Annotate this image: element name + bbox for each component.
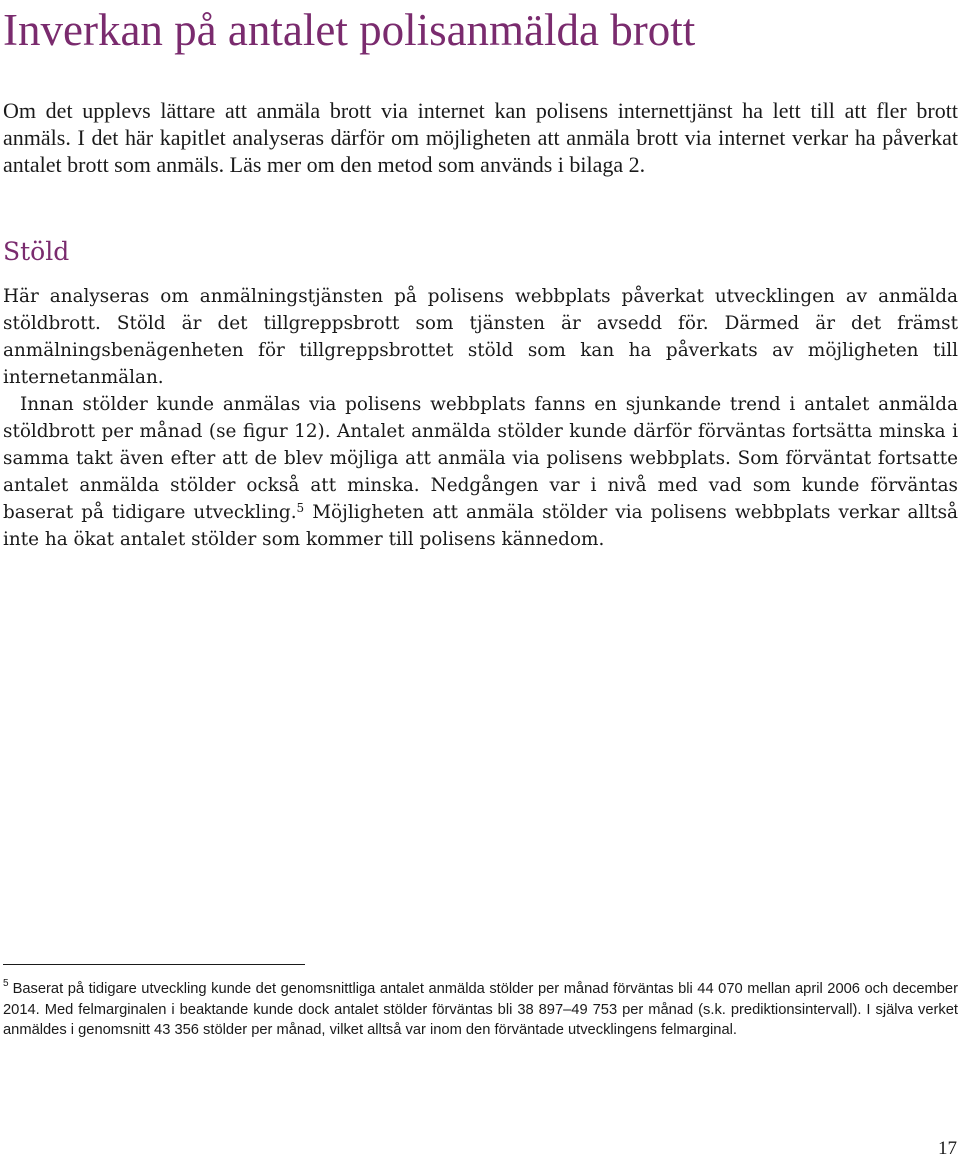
footnote-text: Baserat på tidigare utveckling kunde det genomsnittliga antalet anmälda stölder per månad förväntas bli 44 070 mellan april 2006 och december 2014. Med felmarginalen i beaktande kunde dock antalet stölder förväntas bli 38 897–49 753 per månad (s.k. prediktionsintervall). I själva verket anmäldes i genomsnitt 43 356 stölder per månad, vilket alltså var inom den förväntade utvecklingens felmarginal.	[3, 981, 958, 1038]
footnote-divider	[3, 964, 305, 965]
body-paragraph	[3, 391, 958, 553]
body-text-segment: Innan stölder kunde anmälas via polisens webbplats fanns en sjunkande trend i antalet anmälda stöldbrott per månad (se figur 12). Antalet anmälda stölder kunde därför förväntas fortsätta minska i samma takt även efter att de blev möjliga att anmäla via polisens webbplats. Som förväntat fortsatte antalet anmälda stölder också att minska. Nedgången var i nivå med vad som kunde förväntas baserat på tidigare utveckling.	[3, 394, 958, 523]
chapter-intro: Om det upplevs lättare att anmäla brott via internet kan polisens internettjänst ha lett till att fler brott anmäls. I det här kapitlet analyseras därför om möjligheten att anmäla brott via internet verkar ha påverkat antalet brott som anmäls. Läs mer om den metod som används i bilaga 2.	[3, 98, 958, 177]
footnote	[3, 979, 958, 1041]
body-text-segment: Möjligheten att anmäla stölder via polisens webbplats verkar alltså inte ha ökat antalet stölder som kommer till polisens kännedom.	[3, 502, 958, 550]
chapter-title: Inverkan på antalet polisanmälda brott	[3, 5, 696, 55]
section-body	[3, 283, 958, 553]
footnote-number: 5	[3, 978, 9, 989]
page-number: 17	[938, 1138, 957, 1159]
footnote-reference[interactable]: 5	[296, 501, 305, 515]
section-heading: Stöld	[3, 237, 70, 266]
body-paragraph: Här analyseras om anmälningstjänsten på polisens webbplats påverkat utvecklingen av anmälda stöldbrott. Stöld är det tillgreppsbrott som tjänsten är avsedd för. Därmed är det främst anmälningsbenägenheten för tillgreppsbrottet stöld som kan ha påverkats av möjligheten till internetanmälan.	[3, 286, 958, 388]
